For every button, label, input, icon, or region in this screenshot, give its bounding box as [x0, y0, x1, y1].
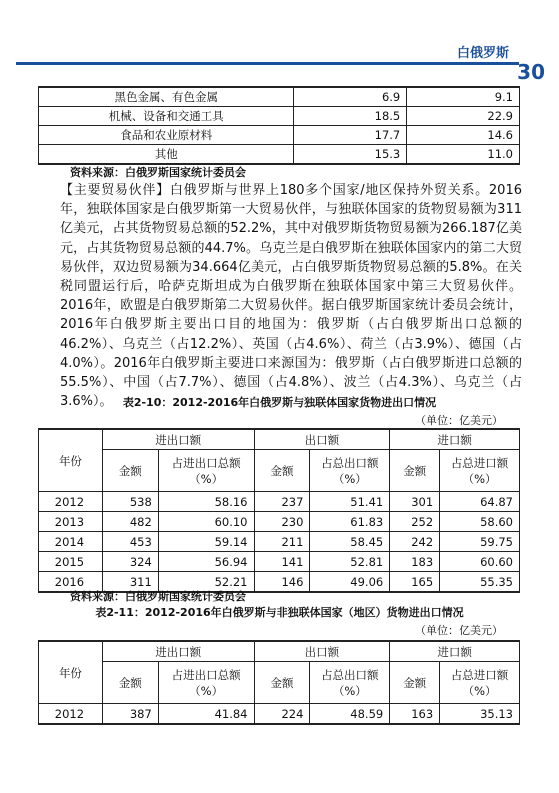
header-group-import: 进口额 — [390, 429, 520, 450]
value-cell: 52.21 — [158, 572, 254, 593]
header-amount: 金额 — [102, 450, 158, 492]
year-cell: 2014 — [39, 532, 103, 552]
table-row — [39, 145, 520, 165]
value-cell: 55.35 — [440, 572, 520, 593]
pct-label: （%） — [462, 683, 497, 698]
header-share-export — [310, 662, 390, 704]
value-cell: 453 — [102, 532, 158, 552]
header-group-trade: 进出口额 — [102, 641, 254, 662]
top-table-source: 资料来源：白俄罗斯国家统计委员会 — [70, 166, 246, 179]
value-cell: 538 — [102, 492, 158, 512]
top-table — [38, 86, 520, 165]
trade-partners-paragraph: 【主要贸易伙伴】白俄罗斯与世界上180多个国家/地区保持外贸关系。2016年，独联体国家是白俄罗斯第一大贸易伙伴，与独联体国家的货物贸易额为311亿美元，占其货物贸易总额的52.2%，其中对俄罗斯货物贸易额为266.187亿美元，占其货物贸易总额的44.7%。乌克兰是白俄罗斯在独联体国家内的第二大贸易伙伴，双边贸易额为34.664亿美元，占白俄罗斯货物贸易总额的5.8%。在关税同盟运行后，哈萨克斯坦成为白俄罗斯在独联体国家中第三大贸易伙伴。2016年，欧盟是白俄罗斯第二大贸易伙伴。据白俄罗斯国家统计委员会统计，2016年白俄罗斯主要出口目的地国为：俄罗斯（占白俄罗斯出口总额的46.2%）、乌克兰（占12.2%）、英国（占4.6%）、荷兰（占3.9%）、德国（占4.0%）。2016年白俄罗斯主要进口来源国为：俄罗斯（占白俄罗斯进口总额的55.5%）、中国（占7.7%）、德国（占4.8%）、波兰（占4.3%）、乌克兰（占3.6%）。 — [60, 183, 522, 410]
header-country-title: 白俄罗斯 — [456, 46, 509, 61]
header-group-export: 出口额 — [254, 641, 390, 662]
value-cell: 14.6 — [407, 126, 520, 145]
pct-label: （%） — [332, 471, 367, 486]
pct-label: （%） — [332, 683, 367, 698]
table-2-10-source: 资料来源：白俄罗斯国家统计委员会 — [70, 590, 246, 603]
category-cell: 机械、设备和交通工具 — [39, 107, 294, 126]
value-cell: 301 — [390, 492, 440, 512]
table-2-11 — [38, 640, 520, 725]
header-year: 年份 — [39, 641, 103, 704]
value-cell: 35.13 — [440, 704, 520, 725]
share-label: 占总进口额 — [450, 667, 509, 682]
value-cell: 183 — [390, 552, 440, 572]
table-row — [39, 126, 520, 145]
header-rule — [16, 62, 519, 65]
value-cell: 11.0 — [407, 145, 520, 165]
value-cell: 52.81 — [310, 552, 390, 572]
table-row — [39, 512, 520, 532]
value-cell: 324 — [102, 552, 158, 572]
value-cell: 48.59 — [310, 704, 390, 725]
value-cell: 230 — [254, 512, 310, 532]
value-cell: 60.60 — [440, 552, 520, 572]
value-cell: 61.83 — [310, 512, 390, 532]
table-2-10-caption: 表2-10：2012-2016年白俄罗斯与独联体国家货物进出口情况 — [122, 396, 437, 409]
value-cell: 59.75 — [440, 532, 520, 552]
value-cell: 17.7 — [294, 126, 407, 145]
category-cell: 其他 — [39, 145, 294, 165]
value-cell: 242 — [390, 532, 440, 552]
value-cell: 165 — [390, 572, 440, 593]
share-label: 占总出口额 — [321, 667, 379, 682]
share-label: 占总出口额 — [321, 455, 379, 470]
header-share-export — [310, 450, 390, 492]
value-cell: 237 — [254, 492, 310, 512]
header-amount: 金额 — [254, 450, 310, 492]
value-cell: 58.45 — [310, 532, 390, 552]
table-row — [39, 87, 520, 107]
header-year: 年份 — [39, 429, 103, 492]
share-label: 占进出口总额 — [171, 455, 241, 470]
value-cell: 224 — [254, 704, 310, 725]
value-cell: 9.1 — [407, 87, 520, 107]
page-number: 30 — [517, 60, 545, 84]
header-group-export: 出口额 — [254, 429, 390, 450]
year-cell: 2015 — [39, 552, 103, 572]
table-2-11-unit: （单位：亿美元） — [415, 624, 503, 637]
value-cell: 51.41 — [310, 492, 390, 512]
table-2-10-unit: （单位：亿美元） — [415, 414, 503, 427]
pct-label: （%） — [189, 683, 224, 698]
value-cell: 49.06 — [310, 572, 390, 593]
value-cell: 60.10 — [158, 512, 254, 532]
value-cell: 6.9 — [294, 87, 407, 107]
value-cell: 56.94 — [158, 552, 254, 572]
value-cell: 41.84 — [158, 704, 254, 725]
header-share-import — [440, 662, 520, 704]
value-cell: 58.16 — [158, 492, 254, 512]
header-share-trade — [158, 662, 254, 704]
value-cell: 64.87 — [440, 492, 520, 512]
header-share-import — [440, 450, 520, 492]
table-row — [39, 704, 520, 725]
table-row — [39, 492, 520, 512]
value-cell: 59.14 — [158, 532, 254, 552]
table-row — [39, 552, 520, 572]
header-amount: 金额 — [254, 662, 310, 704]
year-cell: 2016 — [39, 572, 103, 593]
header-amount: 金额 — [390, 450, 440, 492]
value-cell: 387 — [102, 704, 158, 725]
pct-label: （%） — [462, 471, 497, 486]
share-label: 占总进口额 — [450, 455, 509, 470]
value-cell: 18.5 — [294, 107, 407, 126]
value-cell: 58.60 — [440, 512, 520, 532]
value-cell: 211 — [254, 532, 310, 552]
pct-label: （%） — [189, 471, 224, 486]
value-cell: 22.9 — [407, 107, 520, 126]
header-group-trade: 进出口额 — [102, 429, 254, 450]
category-cell: 食品和农业原材料 — [39, 126, 294, 145]
value-cell: 311 — [102, 572, 158, 593]
year-cell: 2012 — [39, 492, 103, 512]
value-cell: 146 — [254, 572, 310, 593]
value-cell: 252 — [390, 512, 440, 532]
share-label: 占进出口总额 — [171, 667, 241, 682]
year-cell: 2012 — [39, 704, 103, 725]
table-row — [39, 532, 520, 552]
header-amount: 金额 — [102, 662, 158, 704]
year-cell: 2013 — [39, 512, 103, 532]
category-cell: 黑色金属、有色金属 — [39, 87, 294, 107]
value-cell: 163 — [390, 704, 440, 725]
header-amount: 金额 — [390, 662, 440, 704]
table-row — [39, 107, 520, 126]
value-cell: 482 — [102, 512, 158, 532]
header-group-import: 进口额 — [390, 641, 520, 662]
value-cell: 141 — [254, 552, 310, 572]
table-2-10 — [38, 428, 520, 593]
table-2-11-caption: 表2-11：2012-2016年白俄罗斯与非独联体国家（地区）货物进出口情况 — [95, 606, 464, 619]
value-cell: 15.3 — [294, 145, 407, 165]
header-share-trade — [158, 450, 254, 492]
